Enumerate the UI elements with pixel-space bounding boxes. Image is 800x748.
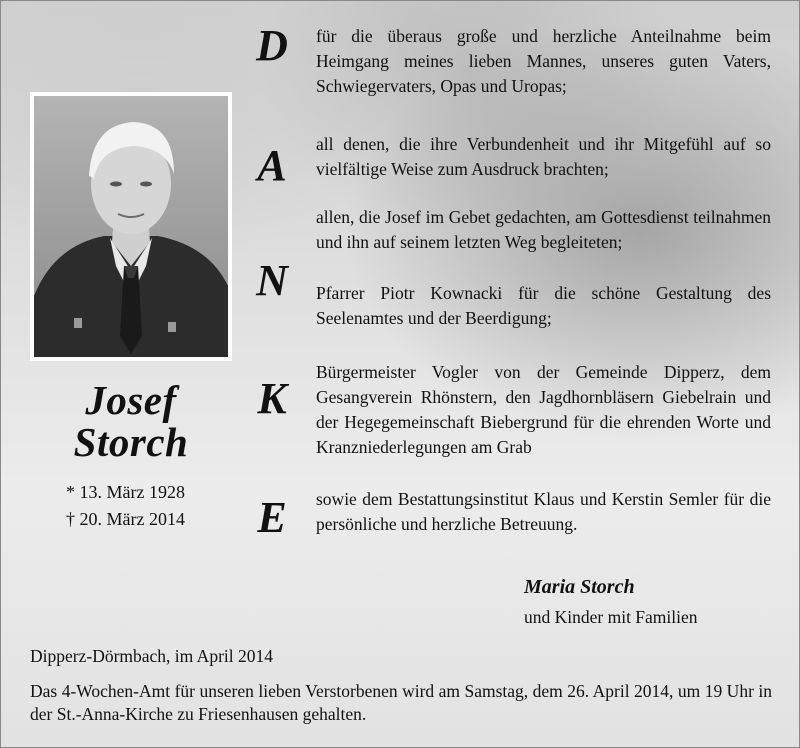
thanks-paragraph-3: allen, die Josef im Gebet gedachten, am Gottesdienst teilnahmen und ihn auf seinem letzten Weg begleiteten; [316, 207, 771, 252]
signature-name: Maria Storch [524, 576, 635, 598]
danke-letter-d: D [256, 21, 288, 70]
portrait-frame [30, 92, 232, 361]
portrait-illustration [34, 96, 228, 357]
danke-letter-a: A [257, 141, 287, 190]
thanks-paragraph-1: für die überaus große und herzliche Anteilnahme beim Heimgang meines lieben Mannes, unseres guten Vaters, Schwiegervaters, Opas und Uropas; [316, 26, 771, 96]
thanks-paragraph-2: all denen, die ihre Verbundenheit und ihr Mitgefühl auf so vielfältige Weise zum Ausdruck brachten; [316, 134, 771, 179]
danke-letter-n: N [256, 256, 288, 305]
thanks-paragraph-5: Bürgermeister Vogler von der Gemeinde Dipperz, dem Gesangverein Rhönstern, den Jagdhornbläsern Giebelrain und der Hegegemeinschaft Biebergrund für die ehrenden Worte und Kranzniederlegungen am Grab [316, 362, 771, 457]
thanks-paragraph-4: Pfarrer Piotr Kownacki für die schöne Gestaltung des Seelenamtes und der Beerdigung; [316, 283, 771, 328]
death-date: † 20. März 2014 [66, 509, 185, 529]
danke-letter-e: E [257, 493, 287, 542]
deceased-first-name: Josef [85, 377, 177, 423]
signature-subline: und Kinder mit Familien [524, 607, 698, 627]
memorial-service-notice: Das 4-Wochen-Amt für unseren lieben Verstorbenen wird am Samstag, dem 26. April 2014, um 19 Uhr in der St.-Anna-Kirche zu Friesenhausen gehalten. [30, 681, 772, 724]
portrait-photo [34, 96, 228, 357]
deceased-last-name: Storch [73, 419, 189, 465]
danke-letter-k: K [257, 374, 287, 423]
place-date: Dipperz-Dörmbach, im April 2014 [30, 646, 274, 666]
birth-date: * 13. März 1928 [66, 482, 185, 502]
thanks-paragraph-6: sowie dem Bestattungsinstitut Klaus und Kerstin Semler für die persönliche und herzliche Betreuung. [316, 489, 771, 534]
